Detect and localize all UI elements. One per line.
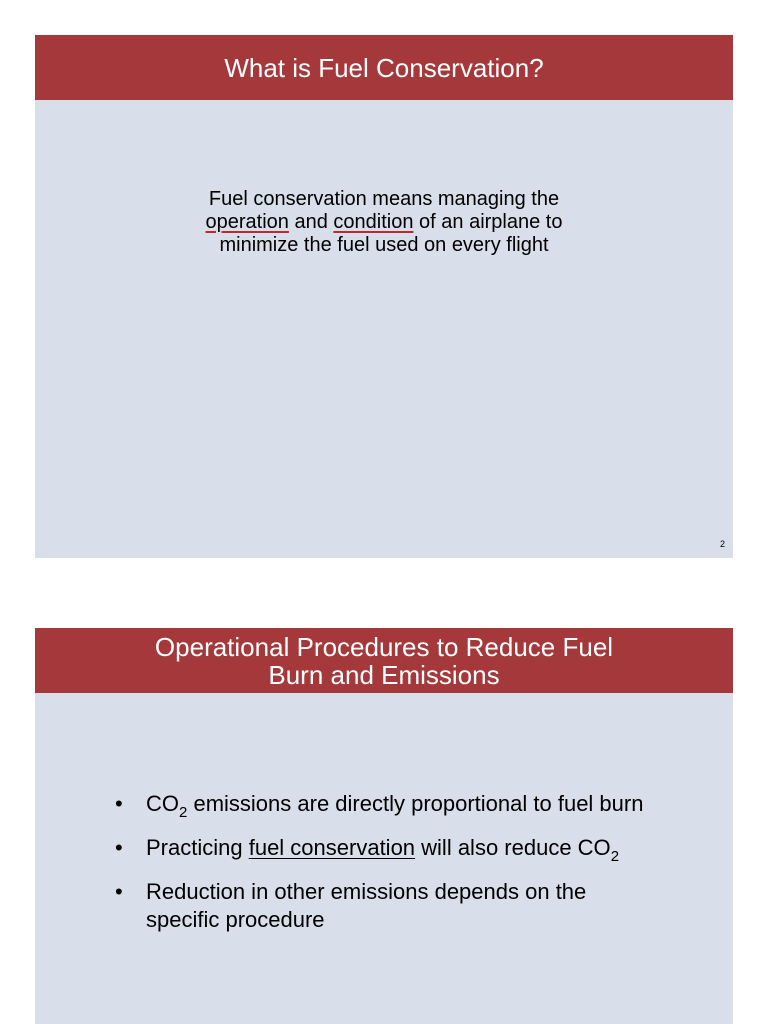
bullet-item [115,834,715,865]
definition-line-2-tail: of an airplane to [413,211,563,233]
fuel-conservation-term: fuel conservation [248,835,416,860]
co2-text: CO [146,791,179,816]
bullet-text-line-1: Reduction in other emissions depends on the [146,879,587,904]
bullet-icon: • [115,791,123,816]
subscript-2: 2 [179,804,188,821]
definition-connector: and [288,211,334,233]
condition-term: condition [333,211,414,233]
bullet-icon: • [115,879,123,904]
slide-title-line-1: Operational Procedures to Reduce Fuel [154,631,614,662]
slide-title-line-2: Burn and Emissions [268,659,500,690]
slide-title-bar [35,628,733,693]
slide-title-bar [35,35,733,100]
bullet-item [115,878,715,934]
bullet-icon: • [115,835,123,860]
slide-title [155,633,613,689]
bullet-item [115,790,715,821]
slide-title: What is Fuel Conservation? [224,52,544,83]
definition-line-2 [35,211,733,234]
slide-operational-procedures [35,628,733,1024]
bullet-text-line-2: specific procedure [146,907,325,932]
operation-term: operation [205,211,289,233]
slide-what-is-fuel-conservation [35,35,733,558]
definition-line-3: minimize the fuel used on every flight [219,234,549,256]
definition-text [35,188,733,257]
bullet-text-suffix: will also reduce CO [415,835,611,860]
subscript-2: 2 [610,848,620,865]
page-number: 2 [719,539,725,549]
bullet-list [115,790,715,950]
bullet-text: emissions are directly proportional to fuel burn [187,791,644,816]
definition-line-1: Fuel conservation means managing the [208,188,560,210]
bullet-text-prefix: Practicing [146,835,249,860]
